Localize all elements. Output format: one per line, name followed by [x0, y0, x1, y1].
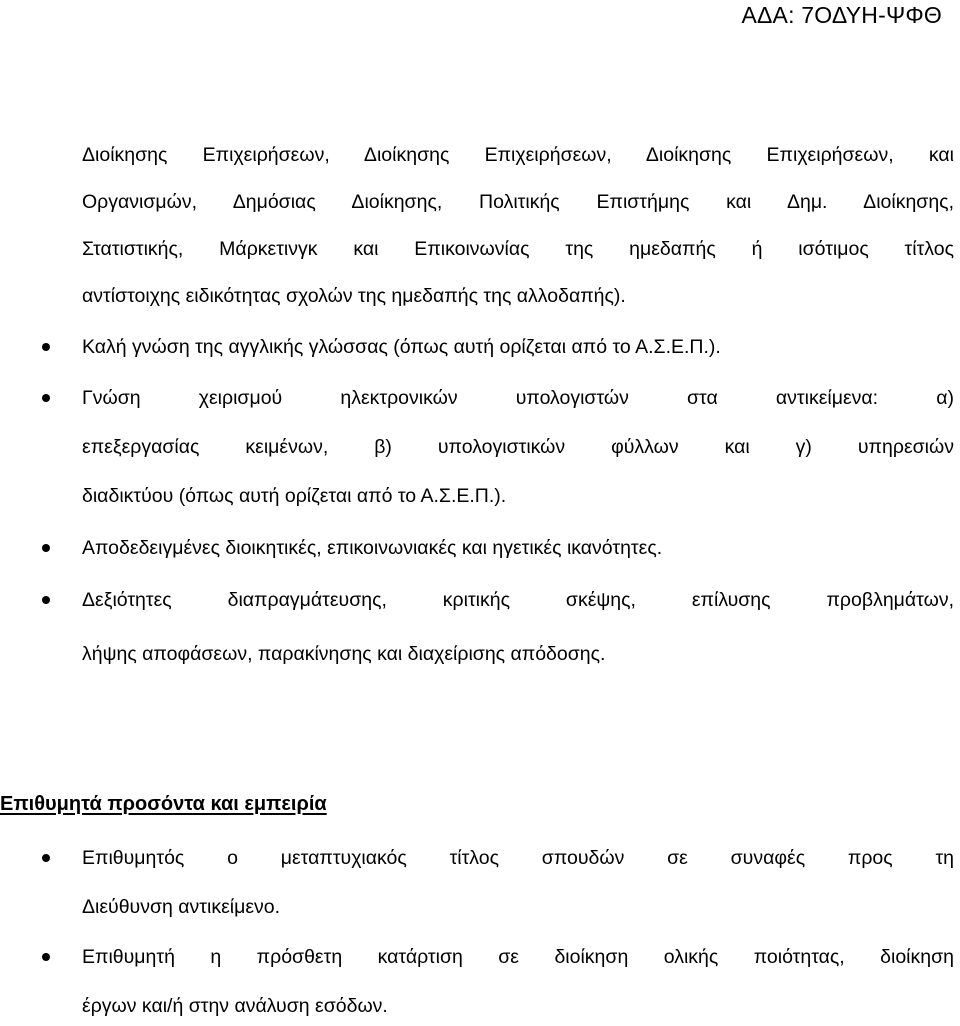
paragraph-line: Διοίκησης Επιχειρήσεων, Διοίκησης Επιχειρήσεων, Διοίκησης Επιχειρήσεων, και — [82, 144, 954, 166]
list-item-text: λήψης αποφάσεων, παρακίνησης και διαχείρισης απόδοσης. — [82, 643, 606, 665]
list-item-text: έργων και/ή στην ανάλυση εσόδων. — [82, 995, 388, 1017]
list-item-text: Γνώση χειρισμού ηλεκτρονικών υπολογιστών στα αντικείμενα: α) — [82, 387, 954, 409]
paragraph-line: Στατιστικής, Μάρκετινγκ και Επικοινωνίας της ημεδαπής ή ισότιμος τίτλος — [82, 238, 954, 260]
list-item-text: Δεξιότητες διαπραγμάτευσης, κριτικής σκέψης, επίλυσης προβλημάτων, — [82, 589, 954, 611]
bullet-icon — [42, 394, 50, 402]
list-item-text: Αποδεδειγμένες διοικητικές, επικοινωνιακές και ηγετικές ικανότητες. — [82, 537, 663, 559]
list-item-text: Καλή γνώση της αγγλικής γλώσσας (όπως αυτή ορίζεται από το Α.Σ.Ε.Π.). — [82, 336, 721, 358]
bullet-icon — [42, 544, 50, 552]
bullet-icon — [42, 596, 50, 604]
list-item-text: διαδικτύου (όπως αυτή ορίζεται από το Α.Σ.Ε.Π.). — [82, 485, 507, 507]
list-item-text: Διεύθυνση αντικείμενο. — [82, 896, 281, 918]
bullet-icon — [42, 343, 50, 351]
list-item-text: Επιθυμητή η πρόσθετη κατάρτιση σε διοίκηση ολικής ποιότητας, διοίκηση — [82, 946, 954, 968]
bullet-icon — [42, 854, 50, 862]
paragraph-line: Οργανισμών, Δημόσιας Διοίκησης, Πολιτικής Επιστήμης και Δημ. Διοίκησης, — [82, 191, 954, 213]
list-item-text: Επιθυμητός ο μεταπτυχιακός τίτλος σπουδών σε συναφές προς τη — [82, 847, 954, 869]
section-heading: Επιθυμητά προσόντα και εμπειρία — [0, 793, 327, 815]
paragraph-line: αντίστοιχης ειδικότητας σχολών της ημεδαπής της αλλοδαπής). — [82, 285, 626, 307]
ada-code: ΑΔΑ: 7ΟΔΥΗ-ΨΦΘ — [741, 2, 942, 28]
list-item-text: επεξεργασίας κειμένων, β) υπολογιστικών φύλλων και γ) υπηρεσιών — [82, 436, 954, 458]
bullet-icon — [42, 953, 50, 961]
